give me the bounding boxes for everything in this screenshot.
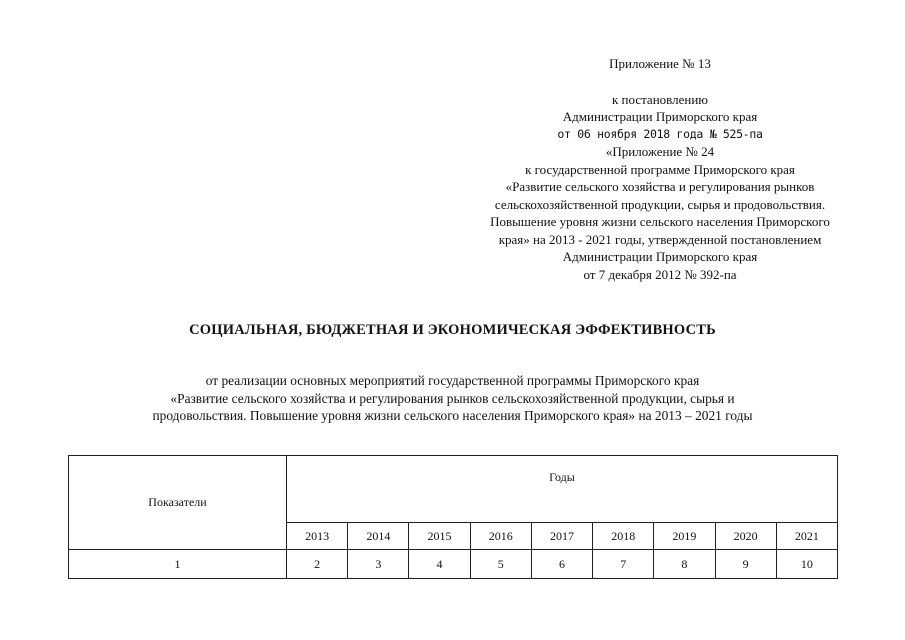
column-number-cell: 7 bbox=[593, 550, 654, 579]
document-title: СОЦИАЛЬНАЯ, БЮДЖЕТНАЯ И ЭКОНОМИЧЕСКАЯ ЭФФЕКТИВНОСТЬ bbox=[189, 322, 716, 338]
column-number-cell: 9 bbox=[715, 550, 776, 579]
column-number-cell: 3 bbox=[348, 550, 409, 579]
annex-ref-line: от 7 декабря 2012 № 392-па bbox=[583, 266, 737, 282]
years-header: Годы bbox=[287, 456, 838, 523]
column-number-cell: 6 bbox=[531, 550, 592, 579]
column-number-cell: 2 bbox=[287, 550, 348, 579]
subtitle-line: от реализации основных мероприятий государственной программы Приморского края bbox=[205, 373, 700, 388]
annex-ref-line: Администрации Приморского края bbox=[562, 249, 758, 264]
document-subtitle bbox=[0, 372, 905, 425]
year-cell: 2018 bbox=[593, 523, 654, 550]
annex-ref-line: к государственной программе Приморского края bbox=[525, 161, 795, 177]
annex-ref-line: сельскохозяйственной продукции, сырья и продовольствия. bbox=[494, 196, 826, 212]
year-cell: 2020 bbox=[715, 523, 776, 550]
annex-ref-line: «Развитие сельского хозяйства и регулирования рынков bbox=[505, 179, 815, 194]
table-header-row bbox=[69, 456, 838, 523]
annex-ref-line: «Приложение № 24 bbox=[605, 144, 715, 159]
column-number-cell: 5 bbox=[470, 550, 531, 579]
annex-number: Приложение № 13 bbox=[609, 56, 711, 71]
year-cell: 2021 bbox=[776, 523, 837, 550]
resolution-stamp: от 06 ноября 2018 года № 525-па bbox=[557, 126, 763, 141]
year-cell: 2016 bbox=[470, 523, 531, 550]
year-cell: 2019 bbox=[654, 523, 715, 550]
annex-ref-line: Повышение уровня жизни сельского населения Приморского bbox=[490, 214, 830, 229]
column-number-cell: 8 bbox=[654, 550, 715, 579]
annex-block bbox=[430, 55, 890, 283]
year-cell: 2017 bbox=[531, 523, 592, 550]
year-cell: 2015 bbox=[409, 523, 470, 550]
column-number-cell: 10 bbox=[776, 550, 837, 579]
column-number-cell: 1 bbox=[69, 550, 287, 579]
column-number-cell: 4 bbox=[409, 550, 470, 579]
year-cell: 2013 bbox=[287, 523, 348, 550]
column-numbers-row bbox=[69, 550, 838, 579]
annex-ref-line: края» на 2013 - 2021 годы, утвержденной постановлением bbox=[498, 231, 822, 247]
annex-line: к постановлению bbox=[611, 91, 709, 107]
annex-line: Администрации Приморского края bbox=[562, 109, 758, 124]
efficiency-table bbox=[68, 455, 838, 579]
year-cell: 2014 bbox=[348, 523, 409, 550]
indicator-header: Показатели bbox=[69, 456, 287, 550]
subtitle-line: «Развитие сельского хозяйства и регулирования рынков сельскохозяйственной продукции, сырья и bbox=[170, 390, 735, 406]
subtitle-line: продовольствия. Повышение уровня жизни сельского населения Приморского края» на 2013 – 2021 годы bbox=[152, 408, 753, 423]
